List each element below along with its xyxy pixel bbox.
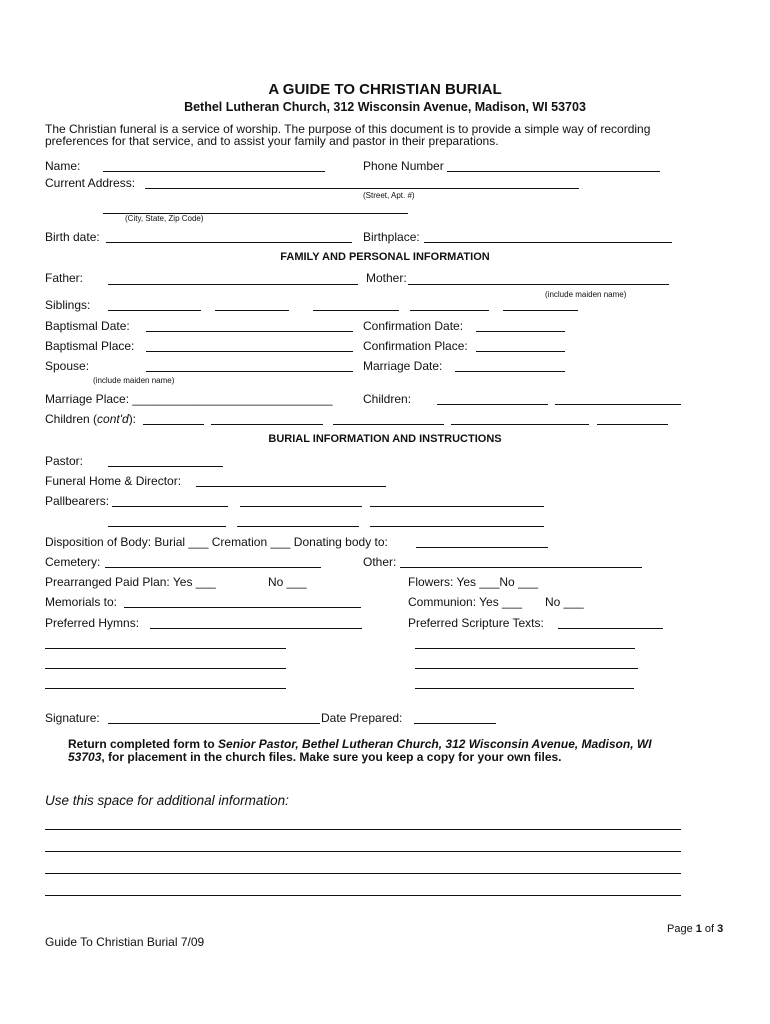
hymns-label: Preferred Hymns: (45, 616, 140, 630)
prearranged-no-label: No ___ (268, 575, 307, 589)
pallbearer-field-1[interactable] (112, 506, 228, 507)
sibling-field-2[interactable] (215, 310, 289, 311)
marriage-date-field[interactable] (455, 371, 565, 372)
name-label: Name: (45, 159, 81, 173)
birthplace-field[interactable] (424, 242, 672, 243)
additional-info-line-3[interactable] (45, 873, 681, 874)
prearranged-label: Prearranged Paid Plan: Yes ___ (45, 575, 216, 589)
scripture-label: Preferred Scripture Texts: (408, 616, 544, 630)
spouse-label: Spouse: (45, 359, 90, 373)
father-field[interactable] (108, 284, 358, 285)
confirmation-date-label: Confirmation Date: (363, 319, 464, 333)
pastor-field[interactable] (108, 466, 223, 467)
phone-field[interactable] (447, 171, 660, 172)
sibling-field-4[interactable] (410, 310, 489, 311)
mother-field[interactable] (408, 284, 669, 285)
page-subtitle: Bethel Lutheran Church, 312 Wisconsin Avenue, Madison, WI 53703 (184, 100, 586, 114)
burial-heading: BURIAL INFORMATION AND INSTRUCTIONS (268, 433, 502, 445)
baptismal-place-label: Baptismal Place: (45, 339, 135, 353)
marriage-place-label: Marriage Place: ______________________________ (45, 392, 333, 406)
child-contd-field-1[interactable] (143, 424, 204, 425)
scripture-field-2[interactable] (415, 648, 635, 649)
other-field[interactable] (400, 567, 642, 568)
date-prepared-label: Date Prepared: (321, 711, 403, 725)
memorials-field[interactable] (124, 607, 361, 608)
scripture-field-4[interactable] (415, 688, 634, 689)
siblings-label: Siblings: (45, 298, 91, 312)
pallbearers-label: Pallbearers: (45, 494, 110, 508)
footer-doc-name: Guide To Christian Burial 7/09 (45, 935, 205, 949)
children-label: Children: (363, 392, 412, 406)
child-contd-field-3[interactable] (333, 424, 444, 425)
signature-field[interactable] (108, 723, 320, 724)
child-contd-field-5[interactable] (597, 424, 668, 425)
city-hint: (City, State, Zip Code) (125, 214, 204, 223)
page-title: A GUIDE TO CHRISTIAN BURIAL (268, 81, 502, 98)
child-field-1[interactable] (437, 404, 548, 405)
mother-maiden-hint: (include maiden name) (545, 290, 627, 299)
children-contd-label: Children (cont'd): (45, 412, 137, 426)
cemetery-field[interactable] (105, 567, 321, 568)
baptismal-date-label: Baptismal Date: (45, 319, 130, 333)
baptismal-place-field[interactable] (146, 351, 353, 352)
additional-info-label: Use this space for additional information: (45, 793, 289, 808)
sibling-field-1[interactable] (108, 310, 201, 311)
pallbearer-field-3[interactable] (370, 506, 544, 507)
name-field[interactable] (103, 171, 325, 172)
donating-body-field[interactable] (416, 547, 548, 548)
funeral-home-label: Funeral Home & Director: (45, 474, 182, 488)
birth-date-field[interactable] (106, 242, 352, 243)
hymns-field-3[interactable] (45, 668, 286, 669)
funeral-home-field[interactable] (196, 486, 386, 487)
confirmation-date-field[interactable] (476, 331, 565, 332)
birth-date-label: Birth date: (45, 230, 100, 244)
spouse-maiden-hint: (include maiden name) (93, 376, 175, 385)
additional-info-line-4[interactable] (45, 895, 681, 896)
return-note-line-1: Return completed form to Senior Pastor, Bethel Lutheran Church, 312 Wisconsin Avenue, Madison, WI (68, 737, 652, 751)
street-hint: (Street, Apt. #) (363, 191, 415, 200)
intro-line-1: The Christian funeral is a service of worship. The purpose of this document is to provide a simple way of recording (45, 122, 651, 136)
sibling-field-3[interactable] (313, 310, 399, 311)
flowers-label: Flowers: Yes ___No ___ (408, 575, 539, 589)
birthplace-label: Birthplace: (363, 230, 420, 244)
baptismal-date-field[interactable] (146, 331, 353, 332)
page-number: Page 1 of 3 (667, 923, 724, 935)
scripture-field-3[interactable] (415, 668, 638, 669)
sibling-field-5[interactable] (503, 310, 578, 311)
return-note-line-2: 53703, for placement in the church files. Make sure you keep a copy for your own files. (68, 750, 562, 764)
hymns-field-1[interactable] (150, 628, 362, 629)
pallbearer-field-6[interactable] (370, 526, 544, 527)
other-label: Other: (363, 555, 397, 569)
street-field[interactable] (145, 188, 579, 189)
child-contd-field-4[interactable] (451, 424, 589, 425)
confirmation-place-label: Confirmation Place: (363, 339, 468, 353)
memorials-label: Memorials to: (45, 595, 118, 609)
hymns-field-2[interactable] (45, 648, 286, 649)
cemetery-label: Cemetery: (45, 555, 101, 569)
signature-label: Signature: (45, 711, 100, 725)
date-prepared-field[interactable] (414, 723, 496, 724)
confirmation-place-field[interactable] (476, 351, 565, 352)
additional-info-line-2[interactable] (45, 851, 681, 852)
child-field-2[interactable] (555, 404, 681, 405)
communion-no-label: No ___ (545, 595, 584, 609)
disposition-label: Disposition of Body: Burial ___ Cremation ___ Donating body to: (45, 535, 388, 549)
address-label: Current Address: (45, 176, 136, 190)
hymns-field-4[interactable] (45, 688, 286, 689)
scripture-field-1[interactable] (558, 628, 663, 629)
additional-info-line-1[interactable] (45, 829, 681, 830)
spouse-field[interactable] (146, 371, 353, 372)
child-contd-field-2[interactable] (211, 424, 323, 425)
mother-label: Mother: (366, 271, 407, 285)
intro-line-2: preferences for that service, and to assist your family and pastor in their preparations. (45, 134, 499, 148)
pallbearer-field-2[interactable] (240, 506, 362, 507)
pastor-label: Pastor: (45, 454, 84, 468)
phone-label: Phone Number (363, 159, 444, 173)
family-heading: FAMILY AND PERSONAL INFORMATION (280, 251, 490, 263)
father-label: Father: (45, 271, 84, 285)
communion-label: Communion: Yes ___ (408, 595, 523, 609)
marriage-date-label: Marriage Date: (363, 359, 443, 373)
pallbearer-field-5[interactable] (237, 526, 359, 527)
pallbearer-field-4[interactable] (108, 526, 226, 527)
